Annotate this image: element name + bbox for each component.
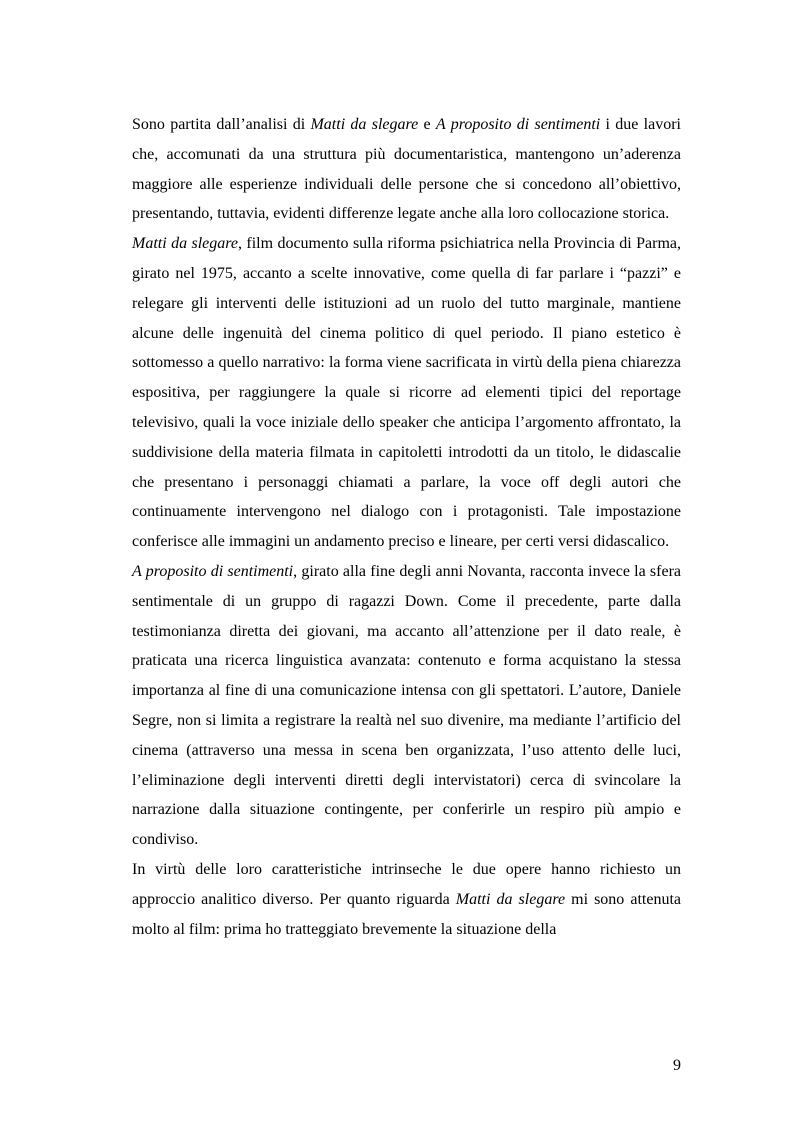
film-title-a-proposito-di-sentimenti: A proposito di sentimenti xyxy=(132,562,294,580)
film-title-matti-da-slegare: Matti da slegare xyxy=(310,116,419,133)
paragraph-4 xyxy=(132,855,681,944)
film-title-a-proposito-di-sentimenti: A proposito di sentimenti xyxy=(435,116,601,133)
film-title-matti-da-slegare: Matti da slegare xyxy=(455,890,566,908)
text-segment: Sono partita dall’analisi di xyxy=(132,116,311,133)
film-title-matti-da-slegare: Matti da slegare xyxy=(132,235,238,253)
text-segment: e xyxy=(418,116,436,133)
page-body xyxy=(132,110,681,944)
paragraph-1 xyxy=(132,110,681,229)
text-segment: i due lavori che, accomunati da una struttura più documentaristica, mantengono un’aderenza maggiore alle esperienze individuali delle persone che si concedono all’obiettivo, presentando, tuttavia, evidenti differenze legate anche alla loro collocazione storica. xyxy=(132,116,681,223)
page-number: 9 xyxy=(673,1057,681,1074)
text-segment: , film documento sulla riforma psichiatrica nella Provincia di Parma, girato nel 1975, accanto a scelte innovative, come quella di far parlare i “pazzi” e relegare gli interventi delle istituzioni ad un ruolo del tutto marginale, mantiene alcune delle ingenuità del cinema politico di quel periodo. Il piano estetico è sottomesso a quello narrativo: la forma viene sacrificata in virtù della piena chiarezza espositiva, per raggiungere la quale si ricorre ad elementi tipici del reportage televisivo, quali la voce iniziale dello speaker che anticipa l’argomento affrontato, la suddivisione della materia filmata in capitoletti introdotti da un titolo, le didascalie che presentano i personaggi chiamati a parlare, la voce off degli autori che continuamente intervengono nel dialogo con i protagonisti. Tale impostazione conferisce alle immagini un andamento preciso e lineare, per certi versi didascalico. xyxy=(132,235,682,551)
text-segment: In virtù delle loro caratteristiche intrinseche le due opere hanno richiesto un approccio analitico diverso. Per quanto riguarda xyxy=(132,860,681,908)
paragraph-2 xyxy=(132,229,681,557)
text-segment: , girato alla fine degli anni Novanta, racconta invece la sfera sentimentale di un gruppo di ragazzi Down. Come il precedente, parte dalla testimonianza diretta dei giovani, ma accanto all’attenzione per il dato reale, è praticata una ricerca linguistica avanzata: contenuto e forma acquistano la stessa importanza al fine di una comunicazione intensa con gli spettatori. L’autore, Daniele Segre, non si limita a registrare la realtà nel suo divenire, ma mediante l’artificio del cinema (attraverso una messa in scena ben organizzata, l’uso attento delle luci, l’eliminazione degli interventi diretti degli intervistatori) cerca di svincolare la narrazione dalla situazione contingente, per conferirle un respiro più ampio e condiviso. xyxy=(132,562,682,849)
paragraph-3 xyxy=(132,557,681,855)
text-segment: mi sono attenuta molto al film: prima ho tratteggiato brevemente la situazione della xyxy=(132,890,682,938)
